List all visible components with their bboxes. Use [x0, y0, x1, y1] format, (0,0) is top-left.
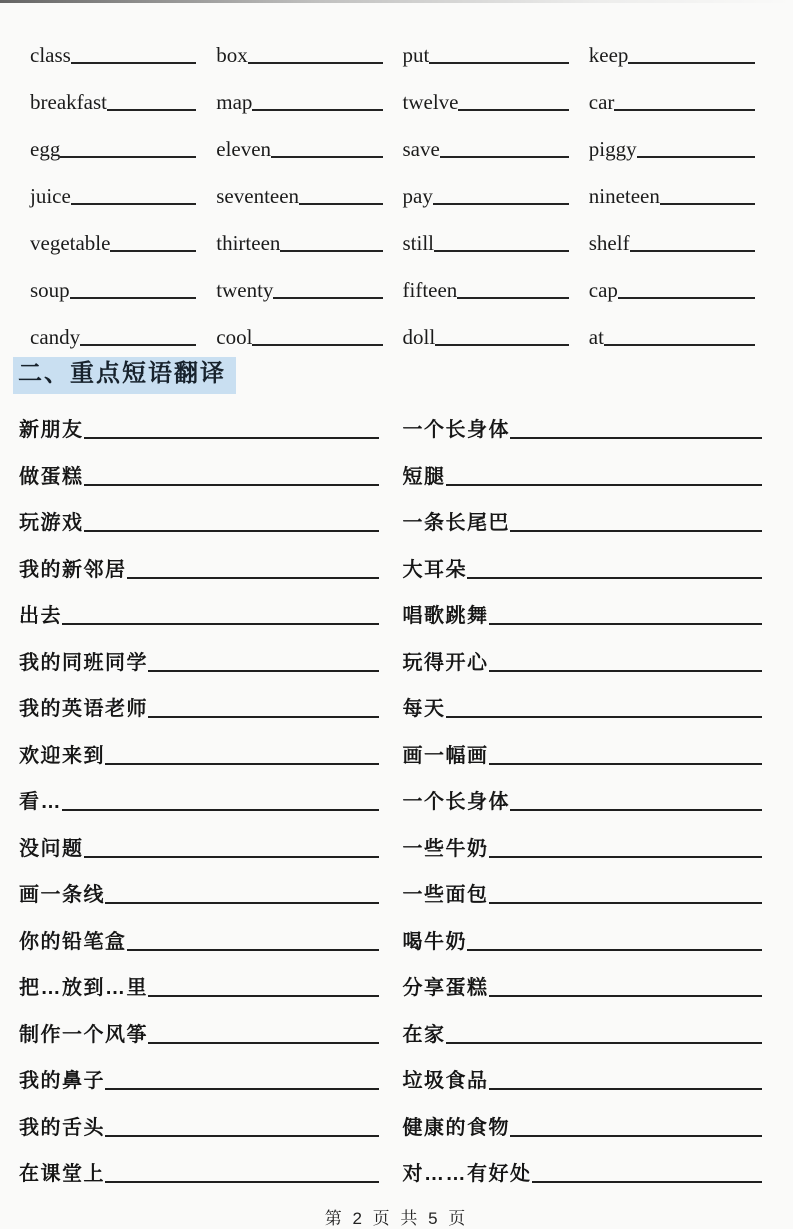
phrase-item — [403, 1051, 763, 1098]
phrase-label: 健康的食物 — [402, 1116, 510, 1139]
answer-blank — [84, 854, 379, 858]
word-label: candy — [30, 325, 81, 349]
answer-blank — [105, 1086, 379, 1090]
answer-blank — [273, 295, 382, 299]
word-item — [403, 306, 569, 353]
phrase-label: 没问题 — [19, 837, 84, 860]
phrase-item — [403, 958, 763, 1005]
word-item — [589, 212, 755, 259]
word-label: juice — [30, 184, 71, 208]
phrase-label: 我的舌头 — [19, 1116, 105, 1139]
phrase-label: 你的铅笔盒 — [19, 930, 127, 953]
answer-blank — [148, 1040, 379, 1044]
answer-blank — [252, 342, 382, 346]
phrase-label: 看… — [19, 791, 62, 814]
phrase-item — [19, 632, 379, 679]
phrase-label: 一条长尾巴 — [402, 512, 510, 535]
word-item — [30, 306, 196, 353]
phrase-label: 欢迎来到 — [19, 744, 105, 767]
phrase-item — [403, 446, 763, 493]
phrase-item — [403, 818, 763, 865]
word-item — [589, 165, 755, 212]
answer-blank — [510, 435, 762, 439]
word-item — [30, 71, 196, 118]
phrase-label: 一些面包 — [402, 884, 489, 907]
answer-blank — [489, 761, 763, 765]
phrase-label: 每天 — [402, 698, 446, 721]
scan-edge-artifact — [0, 0, 793, 3]
phrase-item — [403, 865, 763, 912]
word-label: nineteen — [588, 184, 660, 208]
phrase-item — [19, 586, 379, 633]
word-label: thirteen — [216, 231, 281, 255]
word-label: put — [402, 43, 430, 67]
word-label: soup — [30, 278, 70, 302]
phrase-item — [19, 1004, 379, 1051]
phrase-label: 出去 — [19, 605, 62, 628]
answer-blank — [433, 201, 569, 205]
phrase-label: 短腿 — [402, 465, 446, 488]
answer-blank — [467, 575, 762, 579]
phrase-item — [19, 818, 379, 865]
word-item — [30, 212, 196, 259]
answer-blank — [618, 295, 755, 299]
answer-blank — [532, 1179, 763, 1183]
phrase-item — [403, 725, 763, 772]
phrase-label: 唱歌跳舞 — [402, 605, 489, 628]
word-item — [216, 259, 382, 306]
word-item — [30, 259, 196, 306]
phrase-label: 在课堂上 — [19, 1163, 105, 1186]
answer-blank — [510, 528, 762, 532]
answer-blank — [429, 60, 568, 64]
answer-blank — [252, 107, 382, 111]
answer-blank — [271, 154, 382, 158]
answer-blank — [105, 1179, 379, 1183]
word-label: eleven — [216, 137, 272, 161]
phrase-item — [19, 1144, 379, 1191]
phrase-item — [19, 958, 379, 1005]
word-label: cap — [588, 278, 618, 302]
phrase-label: 一些牛奶 — [402, 837, 489, 860]
answer-blank — [435, 342, 569, 346]
word-item — [403, 71, 569, 118]
answer-blank — [614, 107, 755, 111]
phrase-label: 画一幅画 — [402, 744, 489, 767]
phrase-label: 新朋友 — [19, 419, 84, 442]
phrase-item — [19, 725, 379, 772]
answer-blank — [489, 854, 763, 858]
answer-blank — [489, 668, 763, 672]
answer-blank — [127, 947, 379, 951]
word-label: map — [216, 90, 253, 114]
answer-blank — [637, 154, 755, 158]
answer-blank — [110, 248, 196, 252]
word-item — [30, 165, 196, 212]
answer-blank — [510, 1133, 762, 1137]
answer-blank — [467, 947, 762, 951]
phrase-item — [19, 772, 379, 819]
answer-blank — [60, 154, 196, 158]
word-label: piggy — [588, 137, 637, 161]
phrase-item — [403, 400, 763, 447]
word-label: pay — [402, 184, 433, 208]
section-heading: 二、重点短语翻译 — [13, 357, 236, 394]
phrase-label: 大耳朵 — [402, 558, 467, 581]
answer-blank — [489, 621, 763, 625]
word-item — [216, 165, 382, 212]
word-label: car — [588, 90, 615, 114]
phrase-label: 一个长身体 — [402, 419, 510, 442]
word-label: at — [588, 325, 604, 349]
answer-blank — [604, 342, 755, 346]
word-item — [216, 118, 382, 165]
answer-blank — [630, 248, 755, 252]
answer-blank — [107, 107, 196, 111]
word-label: box — [216, 43, 248, 67]
answer-blank — [446, 482, 763, 486]
phrase-label: 把…放到…里 — [19, 977, 148, 1000]
word-label: breakfast — [30, 90, 107, 114]
phrase-item — [19, 446, 379, 493]
word-item — [30, 118, 196, 165]
phrase-item — [403, 679, 763, 726]
phrase-item — [19, 679, 379, 726]
answer-blank — [660, 201, 755, 205]
answer-blank — [299, 201, 382, 205]
phrase-label: 我的英语老师 — [19, 698, 148, 721]
phrase-item — [19, 865, 379, 912]
word-label: class — [30, 43, 71, 67]
answer-blank — [489, 993, 763, 997]
word-label: egg — [30, 137, 61, 161]
page-number-footer: 第 2 页 共 5 页 — [324, 1209, 469, 1229]
answer-blank — [148, 714, 379, 718]
answer-blank — [446, 1040, 763, 1044]
word-item — [216, 306, 382, 353]
word-label: cool — [216, 325, 253, 349]
answer-blank — [510, 807, 762, 811]
answer-blank — [458, 107, 568, 111]
answer-blank — [280, 248, 382, 252]
phrase-item — [403, 1004, 763, 1051]
phrase-label: 我的同班同学 — [19, 651, 148, 674]
answer-blank — [105, 761, 379, 765]
word-item — [589, 71, 755, 118]
phrase-item — [403, 1144, 763, 1191]
word-label: shelf — [588, 231, 630, 255]
word-item — [589, 259, 755, 306]
answer-blank — [446, 714, 763, 718]
word-label: twelve — [402, 90, 459, 114]
word-item — [403, 165, 569, 212]
answer-blank — [84, 482, 379, 486]
phrase-label: 我的鼻子 — [19, 1070, 105, 1093]
word-label: save — [402, 137, 440, 161]
word-translation-grid — [0, 0, 793, 353]
phrase-item — [19, 1051, 379, 1098]
phrase-label: 一个长身体 — [402, 791, 510, 814]
answer-blank — [489, 1086, 763, 1090]
phrase-item — [19, 539, 379, 586]
phrase-label: 制作一个风筝 — [19, 1023, 148, 1046]
phrase-item — [403, 539, 763, 586]
phrase-translation-grid — [0, 394, 793, 1191]
phrase-label: 我的新邻居 — [19, 558, 127, 581]
answer-blank — [440, 154, 569, 158]
word-label: fifteen — [402, 278, 458, 302]
word-item — [403, 259, 569, 306]
phrase-label: 对……有好处 — [402, 1163, 532, 1186]
word-item — [403, 118, 569, 165]
answer-blank — [628, 60, 755, 64]
phrase-item — [19, 493, 379, 540]
answer-blank — [248, 60, 383, 64]
answer-blank — [434, 248, 569, 252]
answer-blank — [148, 668, 379, 672]
phrase-label: 分享蛋糕 — [402, 977, 489, 1000]
phrase-label: 做蛋糕 — [19, 465, 84, 488]
phrase-item — [403, 911, 763, 958]
answer-blank — [71, 201, 196, 205]
word-item — [589, 118, 755, 165]
word-label: still — [402, 231, 435, 255]
answer-blank — [127, 575, 379, 579]
answer-blank — [489, 900, 763, 904]
phrase-label: 玩得开心 — [402, 651, 489, 674]
word-item — [403, 212, 569, 259]
phrase-label: 垃圾食品 — [402, 1070, 489, 1093]
word-label: keep — [588, 43, 629, 67]
answer-blank — [148, 993, 379, 997]
word-label: twenty — [216, 278, 274, 302]
phrase-label: 在家 — [402, 1023, 446, 1046]
phrase-label: 画一条线 — [19, 884, 105, 907]
answer-blank — [71, 60, 196, 64]
phrase-item — [19, 400, 379, 447]
answer-blank — [457, 295, 568, 299]
answer-blank — [62, 621, 379, 625]
section-heading-row — [0, 353, 793, 394]
word-label: vegetable — [30, 231, 111, 255]
answer-blank — [62, 807, 379, 811]
word-item — [216, 212, 382, 259]
phrase-item — [403, 772, 763, 819]
word-item — [30, 24, 196, 71]
answer-blank — [105, 1133, 379, 1137]
phrase-label: 玩游戏 — [19, 512, 84, 535]
phrase-item — [403, 632, 763, 679]
word-item — [216, 24, 382, 71]
answer-blank — [70, 295, 197, 299]
answer-blank — [105, 900, 379, 904]
word-item — [589, 24, 755, 71]
answer-blank — [80, 342, 196, 346]
word-label: seventeen — [216, 184, 300, 208]
phrase-item — [403, 493, 763, 540]
answer-blank — [84, 435, 379, 439]
answer-blank — [84, 528, 379, 532]
word-item — [403, 24, 569, 71]
phrase-item — [403, 586, 763, 633]
phrase-item — [19, 911, 379, 958]
word-item — [589, 306, 755, 353]
phrase-label: 喝牛奶 — [402, 930, 467, 953]
word-label: doll — [402, 325, 436, 349]
word-item — [216, 71, 382, 118]
